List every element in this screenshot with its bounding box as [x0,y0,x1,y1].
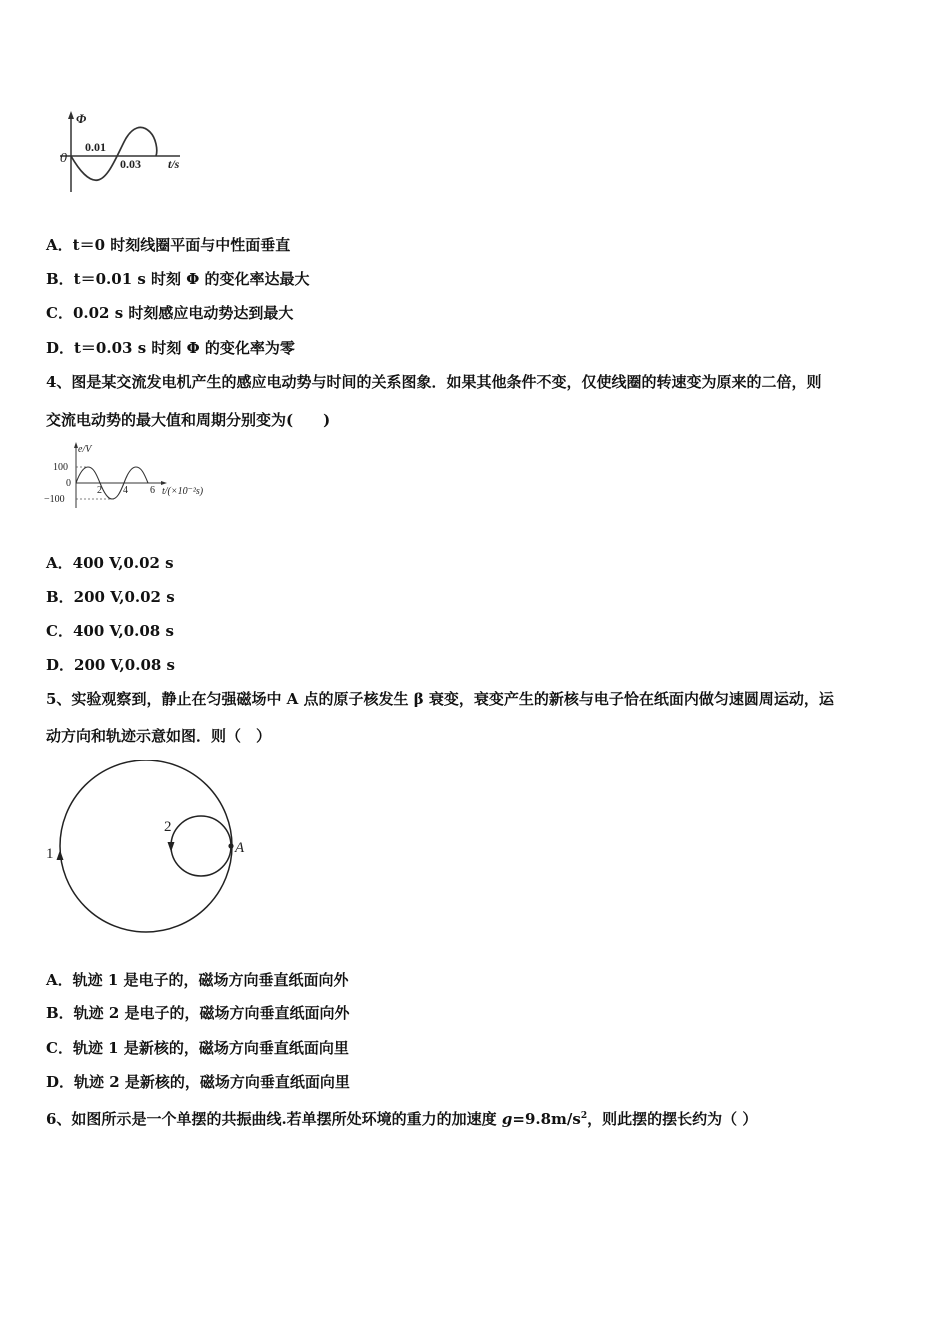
emf-y-label: e/V [78,444,92,455]
q3-option-c: C．0.02 s 时刻感应电动势达到最大 [46,304,294,322]
emf-y-max: 100 [53,462,68,473]
q4-option-c: C．400 V,0.08 s [46,622,174,640]
q5-option-d: D．轨迹 2 是新核的，磁场方向垂直纸面向里 [46,1073,350,1091]
q4-stem-line1: 4、图是某交流发电机产生的感应电动势与时间的关系图象．如果其他条件不变，仅使线圈的转速变为原来的二倍，则 [46,373,822,391]
q5-option-a: A．轨迹 1 是电子的，磁场方向垂直纸面向外 [46,971,349,989]
q6-stem-c: ，则此摆的摆长约为（ ） [587,1110,758,1128]
emf-time-graph [40,440,230,514]
point-a-label: A [235,840,245,856]
flux-time-graph [50,108,240,200]
q4-option-b: B．200 V,0.02 s [46,588,175,606]
flux-x-label: t/s [168,157,180,171]
emf-x-arrow [161,481,167,485]
emf-y-min: −100 [44,494,65,505]
q6-stem-b: =9.8m/s [512,1110,581,1128]
q3-option-b: B．t＝0.01 s 时刻 Φ 的变化率达最大 [46,270,310,288]
q6-stem-g: g [501,1110,513,1128]
track-1-arrow-icon [57,850,64,860]
flux-tick-0-01: 0.01 [85,140,106,154]
flux-y-label: Φ [76,111,87,126]
q3-option-a: A．t＝0 时刻线圈平面与中性面垂直 [46,236,291,254]
q3-option-d: D．t＝0.03 s 时刻 Φ 的变化率为零 [46,339,295,357]
flux-tick-0-03: 0.03 [120,157,141,171]
q6-stem [46,1106,757,1129]
flux-y-arrow [68,111,74,119]
track-2-circle [171,816,231,876]
flux-curve [71,127,157,180]
track-1-circle [60,760,232,932]
q4-stem-line2: 交流电动势的最大值和周期分别变为( ) [46,411,331,429]
q4-option-d: D．200 V,0.08 s [46,656,175,674]
q5-stem-line2: 动方向和轨迹示意如图．则（ ） [46,727,272,745]
track-1-label: 1 [46,846,54,862]
emf-y-zero: 0 [66,478,71,489]
q5-stem-line1: 5、实验观察到，静止在匀强磁场中 A 点的原子核发生 β 衰变，衰变产生的新核与电子恰在纸面内做匀速圆周运动，运 [46,690,834,708]
flux-origin-label: 0 [60,151,67,166]
emf-x-label: t/(×10⁻²s) [162,486,204,497]
q4-option-a: A．400 V,0.02 s [46,554,174,572]
emf-tick-2: 2 [97,485,102,496]
emf-tick-4: 4 [123,485,128,496]
track-2-arrow-icon [168,842,175,852]
q5-option-c: C．轨迹 1 是新核的，磁场方向垂直纸面向里 [46,1039,349,1057]
point-a-dot [228,843,233,848]
q5-option-b: B．轨迹 2 是电子的，磁场方向垂直纸面向外 [46,1004,350,1022]
decay-track-diagram [40,760,260,940]
q6-stem-sup: 2 [580,1111,588,1121]
q6-stem-a: 6、如图所示是一个单摆的共振曲线.若单摆所处环境的重力的加速度 [46,1110,502,1128]
emf-tick-6: 6 [150,485,155,496]
track-2-label: 2 [164,819,172,835]
